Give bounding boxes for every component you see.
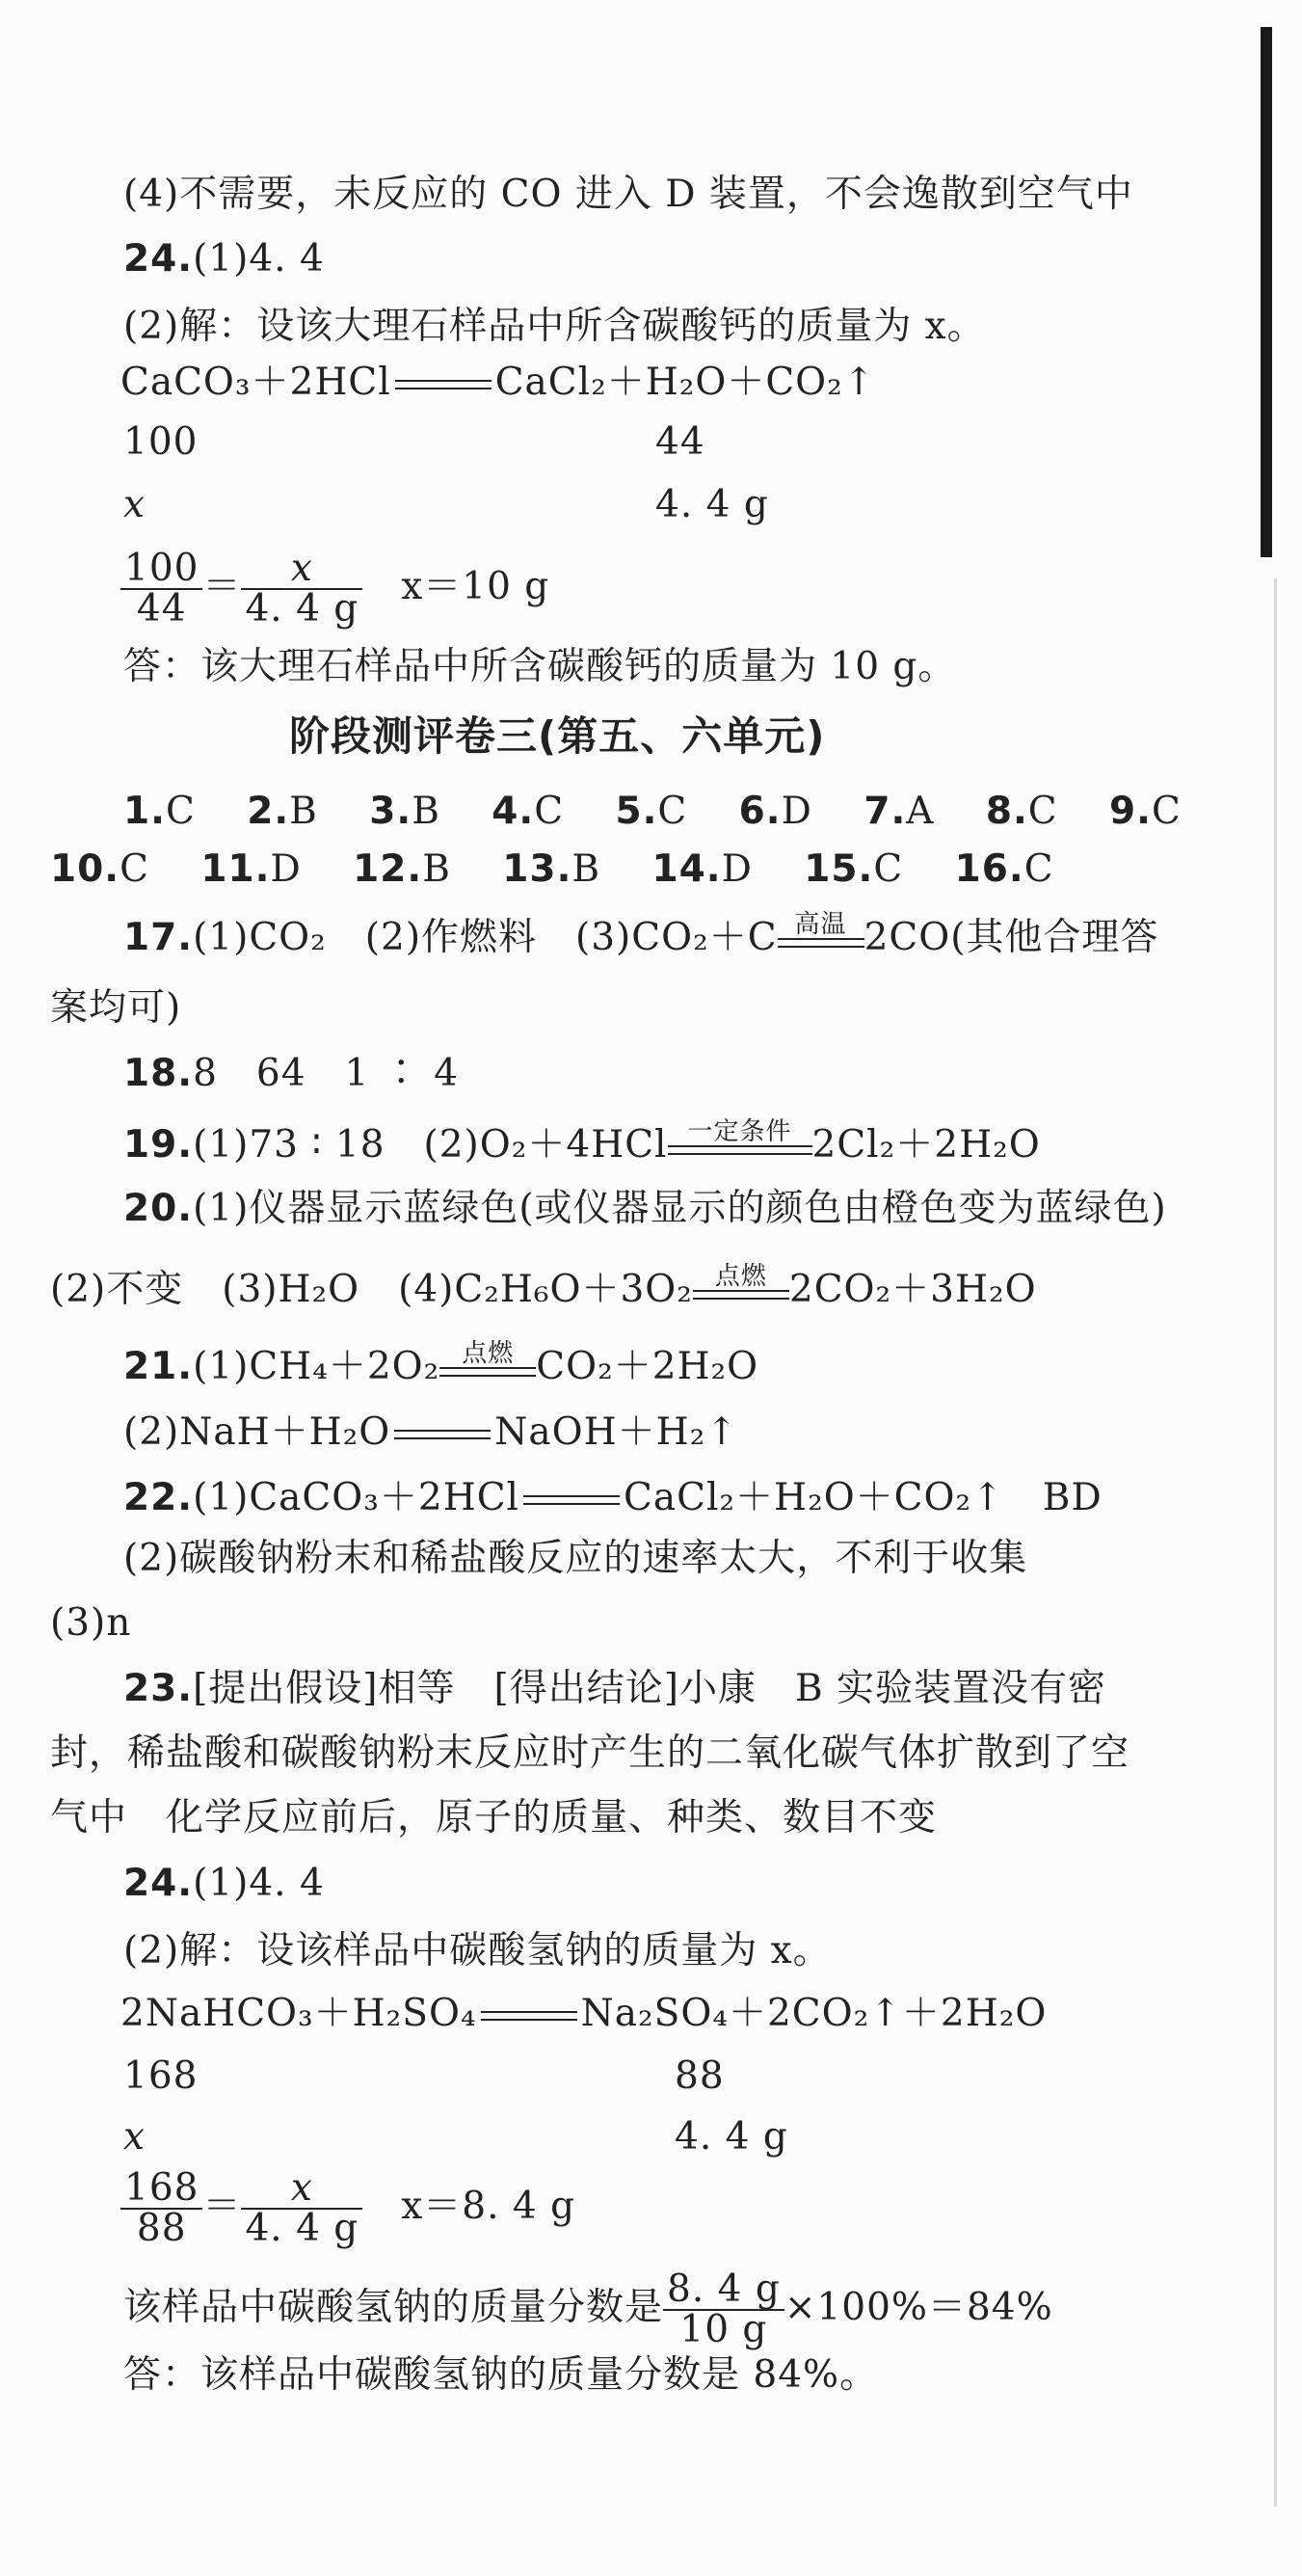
mass-ratio-left: 100 (123, 420, 199, 464)
equals-sign (395, 380, 492, 389)
unknown-left: x (123, 2115, 146, 2159)
q19: 19.(1)73 ∶ 18 (2)O₂＋4HCl 一定条件 2Cl₂＋2H₂O (123, 1117, 1041, 1167)
q22-line1: 22.(1)CaCO₃＋2HCl CaCl₂＋H₂O＋CO₂↑ BD (123, 1476, 1103, 1519)
unknown-left: x (123, 483, 146, 526)
equation-2: 2NaHCO₃＋H₂SO₄ Na₂SO₄＋2CO₂↑＋2H₂O (120, 1992, 1048, 2035)
q24-part2: (2)解：设该大理石样品中所含碳酸钙的质量为 x。 (123, 305, 986, 348)
q22-line2: (2)碳酸钠粉末和稀盐酸反应的速率太大，不利于收集 (123, 1537, 1028, 1580)
q21-line2: (2)NaH＋H₂O NaOH＋H₂↑ (123, 1410, 738, 1454)
q17-line1: 17.(1)CO₂ (2)作燃料 (3)CO₂＋C 高温 2CO(其他合理答 (123, 910, 1159, 959)
q22-line3: (3)n (50, 1601, 132, 1645)
q24b-part1: 24.(1)4. 4 (123, 1862, 325, 1905)
fraction: $\frac{x}{4. 4 g}$ (241, 2169, 362, 2248)
q20-line1: 20.(1)仪器显示蓝绿色(或仪器显示的颜色由橙色变为蓝绿色) (123, 1187, 1167, 1230)
equals-sign (394, 1430, 491, 1439)
equals-sign (523, 1495, 620, 1505)
answer-1: 答：该大理石样品中所含碳酸钙的质量为 10 g。 (123, 645, 957, 688)
mass-ratio-right: 88 (675, 2054, 725, 2098)
q23-line2: 封，稀盐酸和碳酸钠粉末反应时产生的二氧化碳气体扩散到了空 (50, 1731, 1130, 1775)
answer-2: 答：该样品中碳酸氢钠的质量分数是 84%。 (123, 2353, 879, 2397)
mass-ratio-right: 44 (655, 420, 705, 464)
fraction: $\frac{8. 4 g}{10 g}$ (663, 2270, 784, 2349)
q24-part1: 24.(1)4. 4 (123, 237, 325, 281)
proportion-2: $\frac{168}{88}$ ＝ $\frac{x}{4. 4 g}$ x＝8. 4 g (120, 2169, 575, 2248)
equation-1: CaCO₃＋2HCl CaCl₂＋H₂O＋CO₂↑ (120, 361, 876, 404)
reaction-condition: 高温 (778, 911, 864, 961)
reaction-condition: 点燃 (693, 1263, 789, 1313)
fraction: $\frac{x}{4. 4 g}$ (241, 550, 362, 629)
reaction-condition: 一定条件 (668, 1118, 812, 1168)
equals-sign (481, 2011, 577, 2021)
q21-line1: 21.(1)CH₄＋2O₂ 点燃 CO₂＋2H₂O (123, 1339, 759, 1388)
mass-ratio-left: 168 (123, 2054, 199, 2098)
mass-fraction: 该样品中碳酸氢钠的质量分数是 $\frac{8. 4 g}{10 g}$ ×100%＝84% (123, 2267, 1053, 2351)
reaction-condition: 点燃 (439, 1340, 536, 1390)
known-right: 4. 4 g (655, 483, 769, 526)
fraction: $\frac{168}{88}$ (120, 2169, 202, 2248)
page-edge-line (1274, 578, 1277, 2507)
q23-line3: 气中 化学反应前后，原子的质量、种类、数目不变 (50, 1796, 938, 1839)
choices-row-2: 10.C 11.D 12.B 13.B 14.D 15.C 16.C (50, 847, 1054, 891)
section-title: 阶段测评卷三(第五、六单元) (289, 712, 826, 760)
fraction: $\frac{100}{44}$ (120, 550, 202, 629)
choices-row-1: 1.C 2.B 3.B 4.C 5.C 6.D 7.A 8.C 9.C (123, 790, 1182, 833)
proportion-1: $\frac{100}{44}$ ＝ $\frac{x}{4. 4 g}$ x＝10 g (120, 550, 549, 629)
q23-line1: 23.[提出假设]相等 [得出结论]小康 B 实验装置没有密 (123, 1667, 1107, 1710)
q17-line2: 案均可) (50, 986, 182, 1030)
q24b-part2: (2)解：设该样品中碳酸氢钠的质量为 x。 (123, 1929, 832, 1972)
page-edge-bar (1261, 27, 1272, 557)
q18: 18.8 64 1 ∶ 4 (123, 1052, 459, 1095)
q20-line2: (2)不变 (3)H₂O (4)C₂H₆O＋3O₂ 点燃 2CO₂＋3H₂O (50, 1262, 1037, 1311)
q23-part4: (4)不需要，未反应的 CO 进入 D 装置，不会逸散到空气中 (123, 173, 1133, 216)
known-right: 4. 4 g (675, 2115, 788, 2159)
